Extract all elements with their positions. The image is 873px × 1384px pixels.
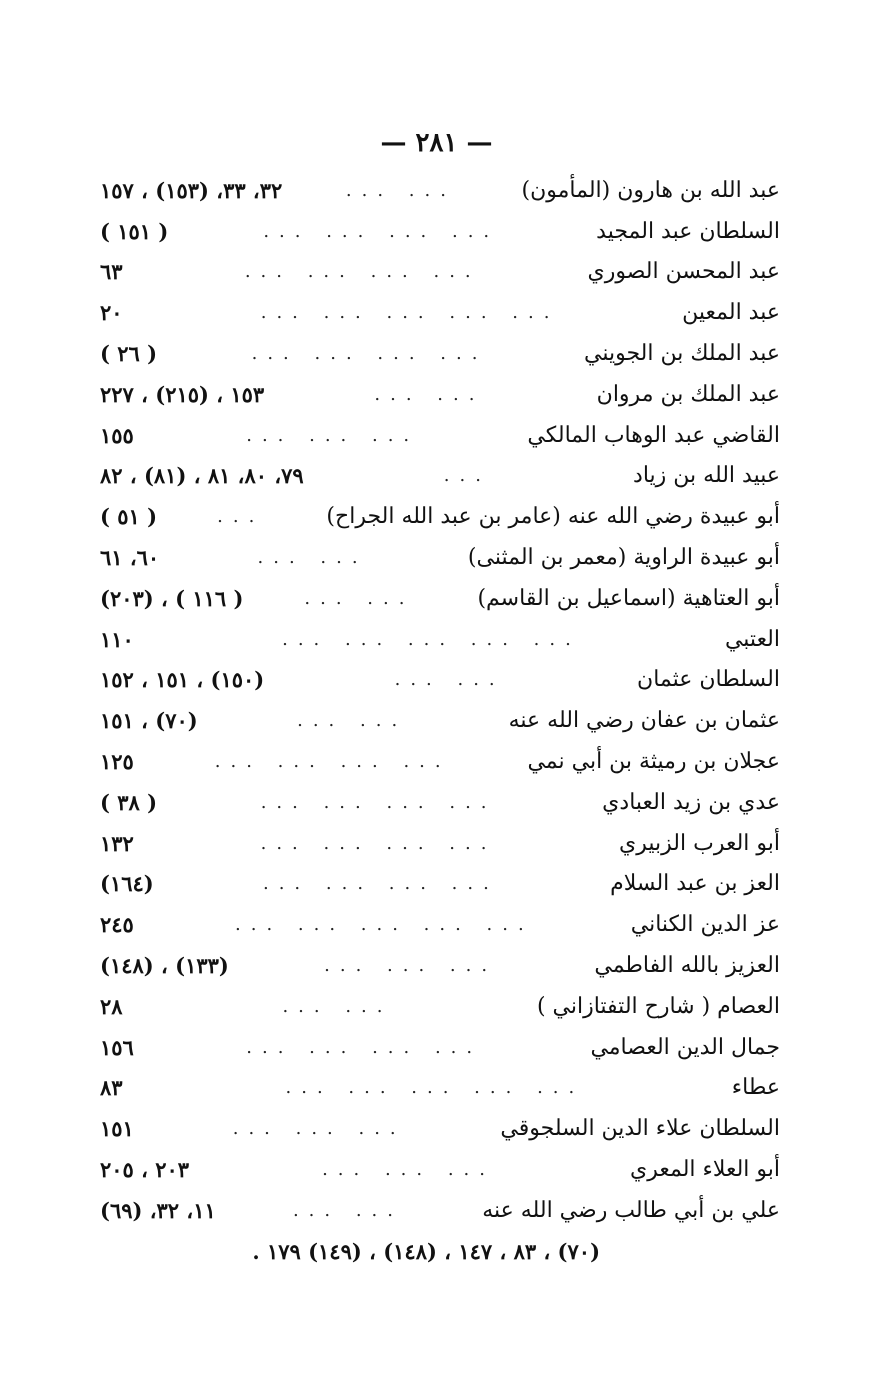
entry-page-refs: (١٦٤) xyxy=(100,871,154,897)
entry-leader-dots: ... ... xyxy=(292,1199,404,1221)
index-entry xyxy=(100,456,780,497)
index-entry xyxy=(100,333,780,374)
entry-leader-dots: ... ... xyxy=(297,710,408,732)
entry-page-refs: ( ١٥١ ) xyxy=(100,218,169,244)
entry-page-refs: ١٥٣ ، (٢١٥) ، ٢٢٧ xyxy=(100,381,265,407)
entry-name: أبو العرب الزبيري xyxy=(619,830,780,856)
index-entry xyxy=(100,537,780,578)
entry-leader-dots: ... ... ... xyxy=(324,955,498,977)
index-entry xyxy=(100,252,780,293)
entry-name: العتبي xyxy=(724,626,780,652)
entry-page-refs: ١١، ٣٢، (٦٩) xyxy=(100,1197,216,1223)
entry-name: عبد الله بن هارون (المأمون) xyxy=(521,177,780,203)
index-entry xyxy=(100,1149,780,1190)
index-entry xyxy=(100,374,780,415)
entry-leader-dots: ... ... xyxy=(282,995,393,1017)
entry-leader-dots: ... ... ... ... xyxy=(262,873,499,895)
entry-page-refs: ( ١١٦ ) ، (٢٠٣) xyxy=(100,585,244,611)
index-entry xyxy=(100,1108,780,1149)
index-entry xyxy=(100,986,780,1027)
entry-leader-dots: ... ... ... ... ... xyxy=(285,1077,585,1099)
entry-page-refs: ٣٢، ٣٣، (١٥٣) ، ١٥٧ xyxy=(100,177,283,203)
entry-page-refs: ٨٣ xyxy=(100,1075,123,1101)
entry-leader-dots: ... xyxy=(443,465,491,487)
index-entry xyxy=(100,741,780,782)
entry-leader-dots: ... ... ... xyxy=(246,424,420,446)
entry-page-refs: ٦٠، ٦١ xyxy=(100,545,160,571)
entry-name: عبد المعين xyxy=(682,300,780,326)
entry-page-refs: ( ٥١ ) xyxy=(100,504,158,530)
entry-name: السلطان علاء الدين السلجوقي xyxy=(500,1116,780,1142)
entry-page-refs: (٧٠) ، ١٥١ xyxy=(100,708,198,734)
entry-page-refs: ٢٤٥ xyxy=(100,912,134,938)
entry-name: أبو العلاء المعري xyxy=(630,1157,780,1183)
entry-name: عدي بن زيد العبادي xyxy=(602,789,780,815)
index-entry xyxy=(100,415,780,456)
index-entry xyxy=(100,211,780,252)
entry-leader-dots: ... ... ... ... xyxy=(251,343,488,365)
entry-page-refs: ١٥٥ xyxy=(100,422,134,448)
entry-name: عجلان بن رميثة بن أبي نمي xyxy=(527,749,780,775)
entry-leader-dots: ... ... ... ... ... xyxy=(235,914,534,936)
entry-name: أبو عبيدة الراوية (معمر بن المثنى) xyxy=(467,545,780,571)
index-entry xyxy=(100,1027,780,1068)
entry-leader-dots: ... ... xyxy=(257,547,368,569)
entry-leader-dots: ... ... xyxy=(304,587,415,609)
entry-page-refs: ٧٩، ٨٠، ٨١ ، (٨١) ، ٨٢ xyxy=(100,463,304,489)
index-entry xyxy=(100,864,780,905)
index-entry xyxy=(100,660,780,701)
entry-leader-dots: ... xyxy=(217,506,265,528)
index-entry xyxy=(100,292,780,333)
index-entry xyxy=(100,619,780,660)
entry-page-refs: ( ٢٦ ) xyxy=(100,341,158,367)
index-entry xyxy=(100,782,780,823)
entry-page-refs: ١٥١ xyxy=(100,1116,134,1142)
entry-leader-dots: ... ... ... ... xyxy=(244,261,481,283)
index-entry xyxy=(100,945,780,986)
entry-page-refs: ( ٣٨ ) xyxy=(100,789,158,815)
index-entry xyxy=(100,700,780,741)
entry-name: عبد الملك بن مروان xyxy=(596,381,780,407)
entry-page-refs: (١٣٣) ، (١٤٨) xyxy=(100,953,229,979)
entry-page-refs: ١١٠ xyxy=(100,626,134,652)
entry-name: السلطان عثمان xyxy=(637,667,780,693)
page-number: — ٢٨١ — xyxy=(380,128,493,158)
entry-name: عبد المحسن الصوري xyxy=(587,259,780,285)
entry-name: العز بن عبد السلام xyxy=(610,871,780,897)
entry-leader-dots: ... ... ... ... xyxy=(260,791,497,813)
index-entry xyxy=(100,823,780,864)
entry-name: عطاء xyxy=(731,1075,780,1101)
entry-name: السلطان عبد المجيد xyxy=(596,218,780,244)
entry-leader-dots: ... ... ... ... xyxy=(214,751,451,773)
index-entry xyxy=(100,578,780,619)
entry-page-refs: (١٥٠) ، ١٥١ ، ١٥٢ xyxy=(100,667,265,693)
index-entry xyxy=(100,1190,780,1231)
entry-page-refs: ١٢٥ xyxy=(100,749,134,775)
index-entry xyxy=(100,904,780,945)
entry-name: العزيز بالله الفاطمي xyxy=(594,953,780,979)
entry-page-refs: ٦٣ xyxy=(100,259,123,285)
index-entry xyxy=(100,496,780,537)
entry-name: جمال الدين العصامي xyxy=(590,1034,780,1060)
entry-leader-dots: ... ... ... ... xyxy=(263,220,500,242)
entry-name: أبو العتاهية (اسماعيل بن القاسم) xyxy=(477,585,780,611)
entry-leader-dots: ... ... ... ... ... xyxy=(260,302,560,324)
index-list xyxy=(100,170,780,1272)
entry-name: أبو عبيدة رضي الله عنه (عامر بن عبد الله الجراح) xyxy=(326,504,780,530)
entry-page-refs: ١٣٢ xyxy=(100,830,134,856)
entry-name: عز الدين الكناني xyxy=(630,912,780,938)
entry-name: علي بن أبي طالب رضي الله عنه xyxy=(482,1197,780,1223)
entry-page-refs: ١٥٦ xyxy=(100,1034,134,1060)
index-entry xyxy=(100,1068,780,1109)
entry-leader-dots: ... ... xyxy=(345,179,456,201)
entry-page-refs: ٢٠٣ ، ٢٠٥ xyxy=(100,1157,190,1183)
entry-leader-dots: ... ... xyxy=(394,669,505,691)
entry-name: عبيد الله بن زياد xyxy=(633,463,780,489)
entry-leader-dots: ... ... ... ... ... xyxy=(282,628,581,650)
entry-leader-dots: ... ... xyxy=(374,383,485,405)
entry-leader-dots: ... ... ... xyxy=(232,1118,406,1140)
entry-leader-dots: ... ... ... ... xyxy=(246,1036,483,1058)
entry-leader-dots: ... ... ... xyxy=(322,1159,496,1181)
entry-leader-dots: ... ... ... ... xyxy=(260,832,497,854)
entry-name: العصام ( شارح التفتازاني ) xyxy=(536,993,780,1019)
index-entry xyxy=(100,170,780,211)
entry-page-refs: ٢٨ xyxy=(100,993,123,1019)
entry-name: عثمان بن عفان رضي الله عنه xyxy=(508,708,780,734)
continuation-line: (٧٠) ، ٨٣ ، ١٤٧ ، (١٤٨) ، (١٤٩) ١٧٩ . xyxy=(252,1238,600,1264)
entry-name: القاضي عبد الوهاب المالكي xyxy=(527,422,780,448)
entry-page-refs: ٢٠ xyxy=(100,300,123,326)
entry-name: عبد الملك بن الجويني xyxy=(583,341,780,367)
